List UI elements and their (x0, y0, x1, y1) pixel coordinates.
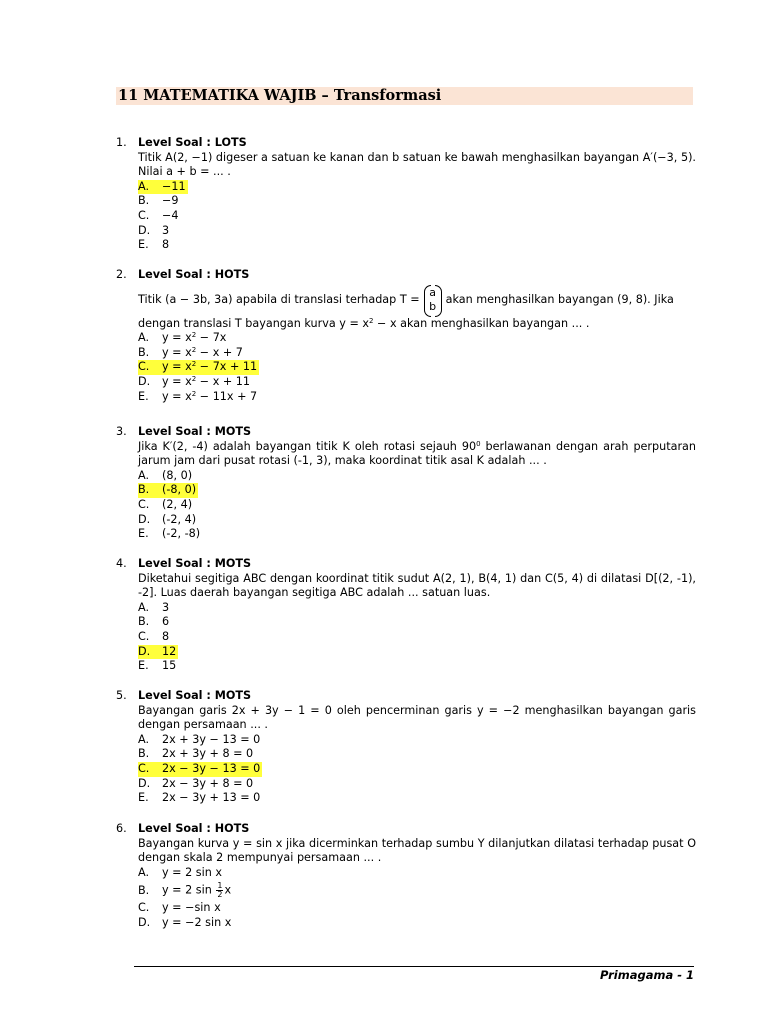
option-d: D. (-2, 4) (138, 512, 197, 526)
question-6 (116, 822, 696, 931)
question-number: 5. (116, 689, 127, 702)
option-d: D. $y = x^2 - x + 11$ (138, 374, 251, 388)
footer-page-label: Primagama - 1 (600, 968, 694, 982)
question-1 (116, 136, 696, 253)
question-4 (116, 557, 696, 674)
question-number: 2. (116, 268, 127, 281)
option-c: C. 8 (138, 629, 170, 643)
option-b: B. 6 (138, 615, 170, 629)
option-e: E. 2x − 3y + 13 = 0 (138, 791, 261, 805)
option-b: B. $y = x^2 - x + 7$ (138, 345, 243, 359)
option-a: A. (8, 0) (138, 468, 193, 482)
option-b: B. y = 2 sin $\frac{1}{2}$ x (138, 881, 232, 900)
option-a: A. 3 (138, 600, 170, 614)
option-e: E. (-2, -8) (138, 527, 201, 541)
question-level: Level Soal : MOTS (138, 425, 252, 438)
question-level: Level Soal : LOTS (138, 136, 247, 149)
fraction-half: $\frac{1}{2}$ (217, 881, 223, 900)
option-c: C. 2x − 3y − 13 = 0 (138, 761, 261, 775)
page-title: 11 MATEMATIKA WAJIB – Transformasi (118, 87, 442, 104)
question-level: Level Soal : MOTS (138, 557, 252, 570)
question-number: 4. (116, 557, 127, 570)
option-e: E. 15 (138, 659, 177, 673)
question-stem: Jika K′(2, -4) adalah bayangan titik K oleh rotasi sejauh $90^0$ berlawanan dengan arah perputaran jarum jam dari pusat rotasi (-1, 3), maka koordinat titik asal K adalah ... . (138, 439, 697, 468)
question-stem: Bayangan garis 2x + 3y − 1 = 0 oleh pencerminan garis y = −2 menghasilkan bayangan garis dengan persamaan ... . (138, 703, 696, 732)
question-stem: Titik (a − 3b, 3a) apabila di translasi terhadap T = a b akan menghasilkan bayangan (9, 8). Jika (138, 285, 696, 315)
question-level: Level Soal : HOTS (138, 268, 250, 281)
option-a: A. −11 (138, 179, 186, 193)
option-a: A. $y = x^2 - 7x$ (138, 331, 227, 345)
question-5 (116, 689, 696, 806)
footer-rule (134, 966, 694, 967)
question-number: 1. (116, 136, 127, 149)
option-d: D. 2x − 3y + 8 = 0 (138, 776, 254, 790)
question-stem: Bayangan kurva y = sin x jika dicerminkan terhadap sumbu Y dilanjutkan dilatasi terhadap pusat O dengan skala 2 mempunyai persamaan ... . (138, 836, 696, 865)
option-a: A. y = 2 sin x (138, 865, 222, 879)
option-c: C. (2, 4) (138, 497, 193, 511)
question-stem-line2: dengan translasi T bayangan kurva $y = x^2 - x$ akan menghasilkan bayangan ... . (138, 316, 590, 330)
option-e: E. $y = x^2 - 11x + 7$ (138, 389, 258, 403)
question-number: 6. (116, 822, 127, 835)
option-b: B. (-8, 0) (138, 483, 197, 497)
option-d: D. 3 (138, 223, 170, 237)
translation-vector: a b (424, 285, 442, 315)
question-stem: Titik A(2, −1) digeser a satuan ke kanan dan b satuan ke bawah menghasilkan bayangan A′(−3, 5). Nilai a + b = ... . (138, 150, 696, 179)
option-e: E. 8 (138, 238, 170, 252)
option-b: B. −9 (138, 194, 179, 208)
option-c: C. y = −sin x (138, 901, 221, 915)
option-d: D. y = −2 sin x (138, 915, 232, 929)
question-3 (116, 425, 696, 542)
option-d: D. 12 (138, 644, 177, 658)
question-stem: Diketahui segitiga ABC dengan koordinat titik sudut A(2, 1), B(4, 1) dan C(5, 4) di dilatasi D[(2, -1), -2]. Luas daerah bayangan segitiga ABC adalah ... satuan luas. (138, 571, 696, 600)
option-c: C. $y = x^2 - 7x + 11$ (138, 360, 258, 374)
option-c: C. −4 (138, 208, 179, 222)
option-a: A. 2x + 3y − 13 = 0 (138, 732, 261, 746)
question-2 (116, 268, 696, 404)
question-level: Level Soal : HOTS (138, 822, 250, 835)
question-number: 3. (116, 425, 127, 438)
question-level: Level Soal : MOTS (138, 689, 252, 702)
option-b: B. 2x + 3y + 8 = 0 (138, 747, 254, 761)
